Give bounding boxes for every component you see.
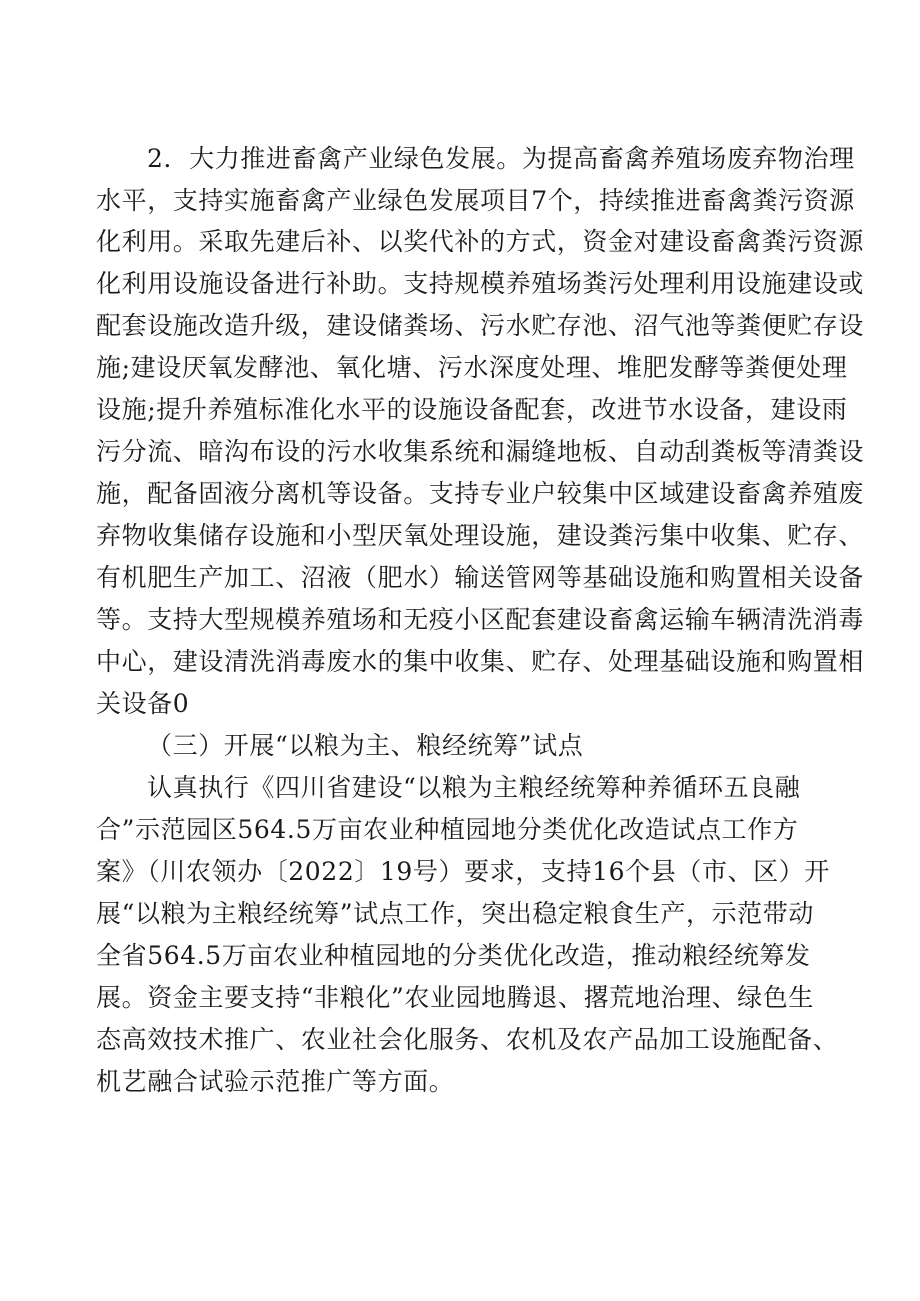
- paragraph-line: 认真执行《四川省建设“以粮为主粮经统筹种养循环五良融: [147, 773, 801, 802]
- paragraph-line: 设施;提升养殖标准化水平的设施设备配套，改进节水设备，建设雨: [96, 395, 848, 424]
- paragraph-line: 态高效技术推广、农业社会化服务、农机及农产品加工设施配备、: [96, 1025, 839, 1054]
- paragraph-line: 弃物收集储存设施和小型厌氧处理设施，建设粪污集中收集、贮存、: [96, 521, 865, 550]
- paragraph-line: 中心，建设清洗消毒废水的集中收集、贮存、处理基础设施和购置相: [96, 647, 865, 676]
- paragraph-line: 2．大力推进畜禽产业绿色发展。为提高畜禽养殖场废弃物治理: [147, 144, 855, 173]
- paragraph-line: 机艺融合试验示范推广等方面。: [96, 1067, 455, 1096]
- paragraph-line: 合”示范园区564.5万亩农业种植园地分类优化改造试点工作方: [96, 815, 799, 844]
- paragraph-line: 施，配备固液分离机等设备。支持专业户较集中区域建设畜禽养殖废: [96, 479, 865, 508]
- paragraph-line: 案》（川农领办〔2022〕19号）要求，支持16个县（市、区）开: [96, 857, 830, 886]
- section-heading: （三）开展“以粮为主、粮经统筹”试点: [147, 731, 584, 760]
- paragraph-line: 等。支持大型规模养殖场和无疫小区配套建设畜禽运输车辆清洗消毒: [96, 605, 865, 634]
- paragraph-line: 配套设施改造升级，建设储粪场、污水贮存池、沼气池等粪便贮存设: [96, 311, 865, 340]
- paragraph-line: 展“以粮为主粮经统筹”试点工作，突出稳定粮食生产，示范带动: [96, 899, 814, 928]
- paragraph-line: 施;建设厌氧发酵池、氧化塘、污水深度处理、堆肥发酵等粪便处理: [96, 353, 848, 382]
- paragraph-line: 化利用设施设备进行补助。支持规模养殖场粪污处理利用设施建设或: [96, 269, 865, 298]
- paragraph-line: 关设备0: [96, 689, 190, 718]
- paragraph-line: 有机肥生产加工、沼液（肥水）输送管网等基础设施和购置相关设备: [96, 563, 865, 592]
- paragraph-line: 污分流、暗沟布设的污水收集系统和漏缝地板、自动刮粪板等清粪设: [96, 437, 865, 466]
- paragraph-line: 展。资金主要支持“非粮化”农业园地腾退、撂荒地治理、绿色生: [96, 983, 814, 1012]
- paragraph-line: 水平，支持实施畜禽产业绿色发展项目7个，持续推进畜禽粪污资源: [96, 186, 855, 215]
- paragraph-line: 全省564.5万亩农业种植园地的分类优化改造，推动粮经统筹发: [96, 941, 811, 970]
- paragraph-line: 化利用。采取先建后补、以奖代补的方式，资金对建设畜禽粪污资源: [96, 227, 865, 256]
